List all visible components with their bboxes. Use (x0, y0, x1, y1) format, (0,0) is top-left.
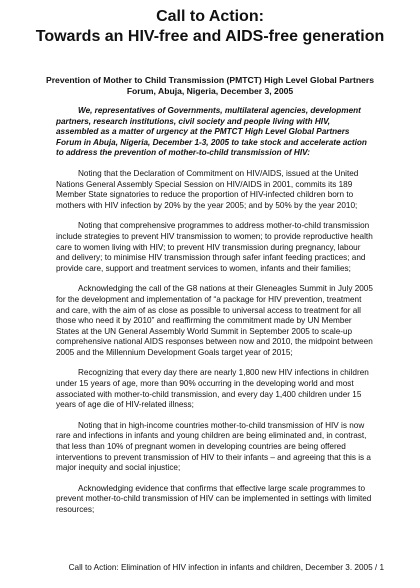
paragraph-inequity: Noting that in high-income countries mother-to-child transmission of HIV is now rare and infections in infants and young children are being eliminated and, in contrast, that less than 10% of pregnant women in developing countries are being offered interventions to prevent transmission of HIV to their infants – and agreeing that this is a major inequity and social injustice; (56, 420, 371, 473)
document-title (0, 7, 420, 47)
page-footer: Call to Action: Elimination of HIV infection in infants and children, December 3. 2005 / 1 (68, 563, 384, 572)
paragraph-evidence: Acknowledging evidence that confirms that effective large scale programmes to prevent mother-to-child transmission of HIV can be implemented in settings with limited resources; (56, 483, 372, 514)
document-subtitle (40, 75, 380, 97)
paragraph-g8: Acknowledging the call of the G8 nations at their Gleneagles Summit in July 2005 for the development and implementation of “a package for HIV prevention, treatment and care, with the aim of as close as possible to universal access to treatment for all those who need it by 2010” and reaffirming the commitment made by UN Member States at the UN General Assembly World Summit in September 2005 to scale-up comprehensive national AIDS responses between now and 2010, the midpoint between 2005 and the Millennium Development Goals target year of 2015; (56, 284, 373, 357)
title-line-2: Towards an HIV-free and AIDS-free generation (35, 28, 385, 45)
paragraph-infections: Recognizing that every day there are nearly 1,800 new HIV infections in children under 15 years of age, more than 90% occurring in the developing world and most associated with mother-to-child transmission, and every day 1,400 children under 15 years of age die of HIV-related illness; (56, 368, 369, 410)
title-line-1: Call to Action: (156, 8, 264, 25)
subtitle-line-1: Prevention of Mother to Child Transmission (PMTCT) High Level Global Partners (45, 75, 375, 85)
paragraph-programmes: Noting that comprehensive programmes to address mother-to-child transmission include strategies to prevent HIV transmission to women; to provide reproductive health care to women living with HIV; to prevent HIV transmission during pregnancy, labour and delivery; to minimise HIV transmission through safer infant feeding practices; and provide care, support and treatment services to women, infants and their families; (56, 221, 373, 273)
paragraph-declaration: Noting that the Declaration of Commitment on HIV/AIDS, issued at the United Nations General Assembly Special Session on HIV/AIDS in 2001, commits its 189 Member State signatories to reduce the proportion of HIV-infected children born to mothers with HIV infection by 20% by the year 2005; and by 50% by the year 2010; (56, 168, 359, 210)
subtitle-line-2: Forum, Abuja, Nigeria, December 3, 2005 (126, 86, 294, 96)
document-body (56, 106, 374, 526)
preamble-paragraph: We, representatives of Governments, multilateral agencies, development partners, research institutions, civil society and people living with HIV, assembled as a matter of urgency at the PMTCT High Level Global Partners Forum in Abuja, Nigeria, December 1-3, 2005 to take stock and accelerate action to address the prevention of mother-to-child transmission of HIV: (56, 106, 367, 158)
